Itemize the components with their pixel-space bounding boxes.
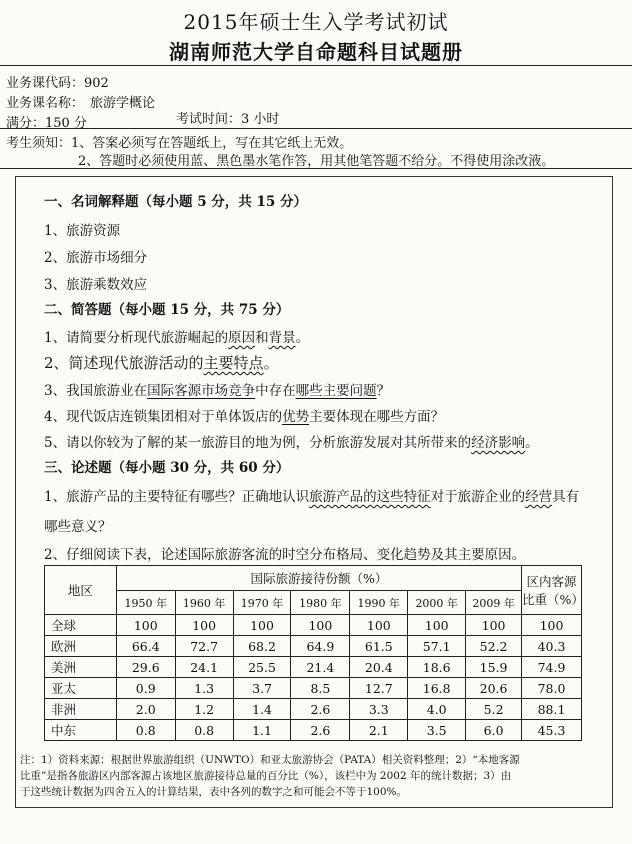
question-1-2: 2、旅游市场细分 xyxy=(44,250,148,266)
local-share-cell: 74.9 xyxy=(522,657,582,678)
share-header: 国际旅游接待份额（%） xyxy=(116,566,521,591)
value-cell: 100 xyxy=(291,615,350,636)
value-cell: 12.7 xyxy=(350,678,408,699)
notice-item-1: 考生须知：1、答案必须写在答题纸上，写在其它纸上无效。 xyxy=(6,136,353,151)
region-cell: 亚太 xyxy=(45,678,117,699)
section-2-title: 二、简答题（每小题 15 分，共 75 分） xyxy=(44,302,290,318)
value-cell: 2.6 xyxy=(291,699,350,720)
local-share-cell: 78.0 xyxy=(522,678,582,699)
exam-subtitle: 湖南师范大学自命题科目试题册 xyxy=(169,40,463,64)
year-header: 1980 年 xyxy=(291,591,350,615)
value-cell: 8.5 xyxy=(291,678,350,699)
full-score: 满分：150 分 xyxy=(6,116,87,131)
section-3-title: 三、论述题（每小题 30 分，共 60 分） xyxy=(44,460,290,476)
value-cell: 1.3 xyxy=(175,678,233,699)
local-share-cell: 45.3 xyxy=(522,720,582,741)
title-divider xyxy=(0,65,632,66)
value-cell: 6.0 xyxy=(466,720,522,741)
value-cell: 2.1 xyxy=(350,720,408,741)
value-cell: 29.6 xyxy=(116,657,175,678)
value-cell: 1.2 xyxy=(175,699,233,720)
question-2-1: 1、请简要分析现代旅游崛起的原因和背景。 xyxy=(44,330,310,346)
value-cell: 25.5 xyxy=(233,657,291,678)
year-header: 1950 年 xyxy=(116,591,175,615)
course-code: 业务课代码：902 xyxy=(6,76,109,91)
region-cell: 欧洲 xyxy=(45,636,117,657)
tourism-share-table xyxy=(44,565,582,741)
value-cell: 2.0 xyxy=(116,699,175,720)
table-row xyxy=(45,636,582,657)
exam-time: 考试时间：3 小时 xyxy=(176,112,280,127)
value-cell: 100 xyxy=(175,615,233,636)
course-name: 业务课名称： 旅游学概论 xyxy=(6,96,156,111)
value-cell: 57.1 xyxy=(408,636,466,657)
table-row xyxy=(45,699,582,720)
footnote-line-2: 比重”是指各旅游区内部客源占该地区旅游接待总量的百分比（%），该栏中为 2002 年的统计数据；3）由 xyxy=(20,770,512,782)
value-cell: 52.2 xyxy=(466,636,522,657)
value-cell: 100 xyxy=(350,615,408,636)
local-share-cell: 100 xyxy=(522,615,582,636)
question-3-1-cont: 哪些意义？ xyxy=(44,519,112,535)
value-cell: 66.4 xyxy=(116,636,175,657)
value-cell: 0.9 xyxy=(116,678,175,699)
value-cell: 5.2 xyxy=(466,699,522,720)
value-cell: 0.8 xyxy=(175,720,233,741)
value-cell: 100 xyxy=(408,615,466,636)
region-cell: 全球 xyxy=(45,615,117,636)
question-3-1: 1、旅游产品的主要特征有哪些？正确地认识旅游产品的这些特征对于旅游企业的经营具有 xyxy=(44,489,580,505)
value-cell: 15.9 xyxy=(466,657,522,678)
footnote-line-1: 注：1）资料来源：根据世界旅游组织（UNWTO）和亚太旅游协会（PATA）相关资料整理；2）“本地客源 xyxy=(20,754,520,766)
table-row xyxy=(45,615,582,636)
value-cell: 1.1 xyxy=(233,720,291,741)
value-cell: 18.6 xyxy=(408,657,466,678)
exam-title: 2015年硕士生入学考试初试 xyxy=(183,10,449,34)
value-cell: 21.4 xyxy=(291,657,350,678)
local-share-header: 区内客源 比重（%） xyxy=(522,566,582,615)
question-3-2: 2、仔细阅读下表，论述国际旅游客流的时空分布格局、变化趋势及其主要原因。 xyxy=(44,547,526,563)
value-cell: 100 xyxy=(233,615,291,636)
value-cell: 68.2 xyxy=(233,636,291,657)
local-share-cell: 88.1 xyxy=(522,699,582,720)
region-header: 地区 xyxy=(45,566,117,615)
question-2-2: 2、简述现代旅游活动的主要特点。 xyxy=(44,354,279,372)
question-2-5: 5、请以你较为了解的某一旅游目的地为例，分析旅游发展对其所带来的经济影响。 xyxy=(44,435,539,451)
value-cell: 16.8 xyxy=(408,678,466,699)
value-cell: 0.8 xyxy=(116,720,175,741)
value-cell: 2.6 xyxy=(291,720,350,741)
year-header: 1960 年 xyxy=(175,591,233,615)
question-2-3: 3、我国旅游业在国际客源市场竞争中存在哪些主要问题？ xyxy=(44,383,391,399)
value-cell: 3.3 xyxy=(350,699,408,720)
value-cell: 1.4 xyxy=(233,699,291,720)
value-cell: 4.0 xyxy=(408,699,466,720)
value-cell: 24.1 xyxy=(175,657,233,678)
year-header: 2009 年 xyxy=(466,591,522,615)
value-cell: 61.5 xyxy=(350,636,408,657)
footnote-line-3: 于这些统计数据为四舍五入的计算结果，表中各列的数字之和可能会不等于100%。 xyxy=(20,786,408,798)
value-cell: 20.4 xyxy=(350,657,408,678)
table-row xyxy=(45,720,582,741)
year-header: 1990 年 xyxy=(350,591,408,615)
table-row xyxy=(45,678,582,699)
notice-item-2: 2、答题时必须使用蓝、黑色墨水笔作答，用其他笔答题不给分。不得使用涂改液。 xyxy=(78,154,555,169)
region-cell: 非洲 xyxy=(45,699,117,720)
value-cell: 3.7 xyxy=(233,678,291,699)
meta-divider xyxy=(0,128,632,129)
section-1-title: 一、名词解释题（每小题 5 分，共 15 分） xyxy=(44,194,307,210)
value-cell: 72.7 xyxy=(175,636,233,657)
value-cell: 100 xyxy=(116,615,175,636)
local-share-cell: 40.3 xyxy=(522,636,582,657)
region-cell: 中东 xyxy=(45,720,117,741)
year-header: 1970 年 xyxy=(233,591,291,615)
table-row xyxy=(45,657,582,678)
question-1-3: 3、旅游乘数效应 xyxy=(44,277,148,293)
region-cell: 美洲 xyxy=(45,657,117,678)
value-cell: 100 xyxy=(466,615,522,636)
question-2-4: 4、现代饭店连锁集团相对于单体饭店的优势主要体现在哪些方面？ xyxy=(44,409,445,425)
notice-divider xyxy=(0,168,632,169)
value-cell: 3.5 xyxy=(408,720,466,741)
value-cell: 64.9 xyxy=(291,636,350,657)
question-1-1: 1、旅游资源 xyxy=(44,223,121,239)
year-header: 2000 年 xyxy=(408,591,466,615)
value-cell: 20.6 xyxy=(466,678,522,699)
